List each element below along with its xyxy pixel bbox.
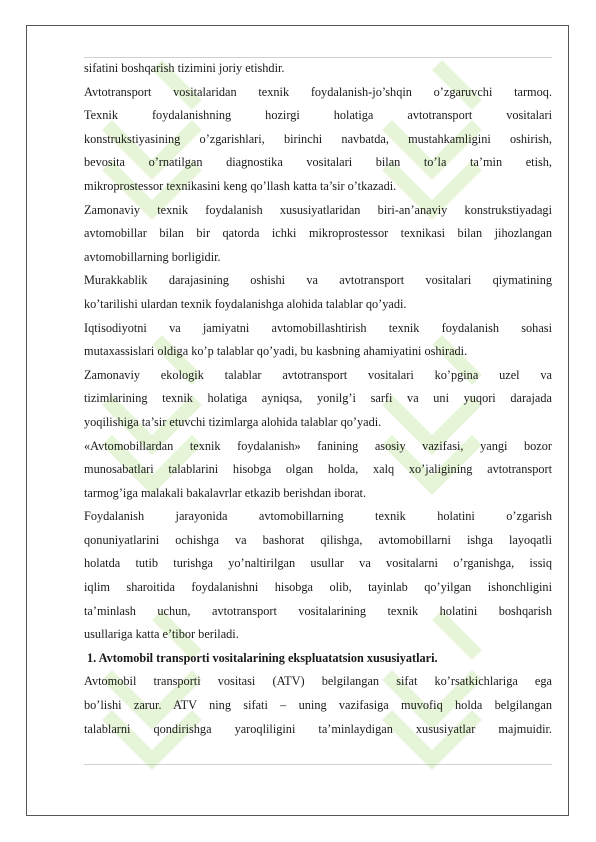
text-line: avtomobillarning borligidir.	[84, 249, 221, 264]
text-line: konstrukstiyasining o’zgarishlari, birinchi navbatda, mustahkamligini oshirish,	[84, 131, 552, 146]
text-line: mikroprostessor texnikasini keng qo’llash katta ta’sir o’tkazadi.	[84, 178, 397, 193]
text-line: Avtotransport vositalaridan texnik foydalanish-jo’shqin o’zgaruvchi tarmoq.	[84, 84, 552, 99]
text-line: avtomobillar bilan bir qatorda ichki mikroprostessor texnikasi bilan jihozlangan	[84, 226, 552, 241]
text-line: munosabatlari talablarini hisobga olgan holda, xalq xo’jaligining avtotransport	[84, 462, 552, 477]
text-line: Murakkablik darajasining oshishi va avtotransport vositalari qiymatining	[84, 273, 552, 288]
text-line: Zamonaviy texnik foydalanish xususiyatlaridan biri-an’anaviy konstrukstiyadagi	[84, 202, 552, 217]
text-line: Foydalanish jarayonida avtomobillarning texnik holatini o’zgarish	[84, 509, 552, 524]
text-line: yoqilishiga ta’sir etuvchi tizimlarga alohida talablar qo’yadi.	[84, 414, 382, 429]
text-line: ko’tarilishi ulardan texnik foydalanishga alohida talablar qo’yadi.	[84, 296, 407, 311]
footer-rule	[84, 764, 552, 765]
text-line: mutaxassislari oldiga ko’p talablar qo’yadi, bu kasbning ahamiyatini oshiradi.	[84, 344, 468, 359]
text-line: tizimlarining texnik holatiga ayniqsa, yonilg’i sarfi va uni yuqori darajada	[84, 391, 552, 406]
text-line: ta’minlash uchun, avtotransport vositalarining texnik holatini boshqarish	[84, 603, 552, 618]
text-line: sifatini boshqarish tizimini joriy etishdir.	[84, 61, 285, 75]
section-heading: 1. Avtomobil transporti vositalarining ekspluatatsion xususiyatlari.	[87, 650, 438, 665]
text-line: Zamonaviy ekologik talablar avtotransport vositalari ko’pgina uzel va	[84, 367, 552, 382]
text-line: holatda tutib turishga yo’naltirilgan usullar va vositalarni o’rganishga, issiq	[84, 556, 552, 571]
document-body	[84, 57, 552, 741]
text-line: talablarni qondirishga yaroqliligini ta’minlaydigan xususiyatlar majmuidir.	[84, 721, 552, 736]
text-line: qonuniyatlarini ochishga va bashorat qilishga, avtomobillarni ishga layoqatli	[84, 532, 552, 547]
text-line: iqlim sharoitida foydalanishni hisobga olib, tayinlab qo’yilgan ishonchligini	[84, 580, 552, 595]
text-line: usullariga katta e’tibor beriladi.	[84, 627, 239, 642]
text-line: Texnik foydalanishning hozirgi holatiga avtotransport vositalari	[84, 108, 552, 123]
text-line: tarmog’iga malakali bakalavrlar etkazib berishdan iborat.	[84, 485, 367, 500]
text-line: «Avtomobillardan texnik foydalanish» fanining asosiy vazifasi, yangi bozor	[84, 438, 552, 453]
text-line: bevosita o’rnatilgan diagnostika vositalari bilan to’la ta’min etish,	[84, 155, 552, 170]
text-line: bo’lishi zarur. ATV ning sifati – uning vazifasiga muvofiq holda belgilangan	[84, 698, 552, 713]
text-line: Avtomobil transporti vositasi (ATV) belgilangan sifat ko’rsatkichlariga ega	[84, 674, 552, 689]
text-line: Iqtisodiyotni va jamiyatni avtomobillashtirish texnik foydalanish sohasi	[84, 320, 552, 335]
